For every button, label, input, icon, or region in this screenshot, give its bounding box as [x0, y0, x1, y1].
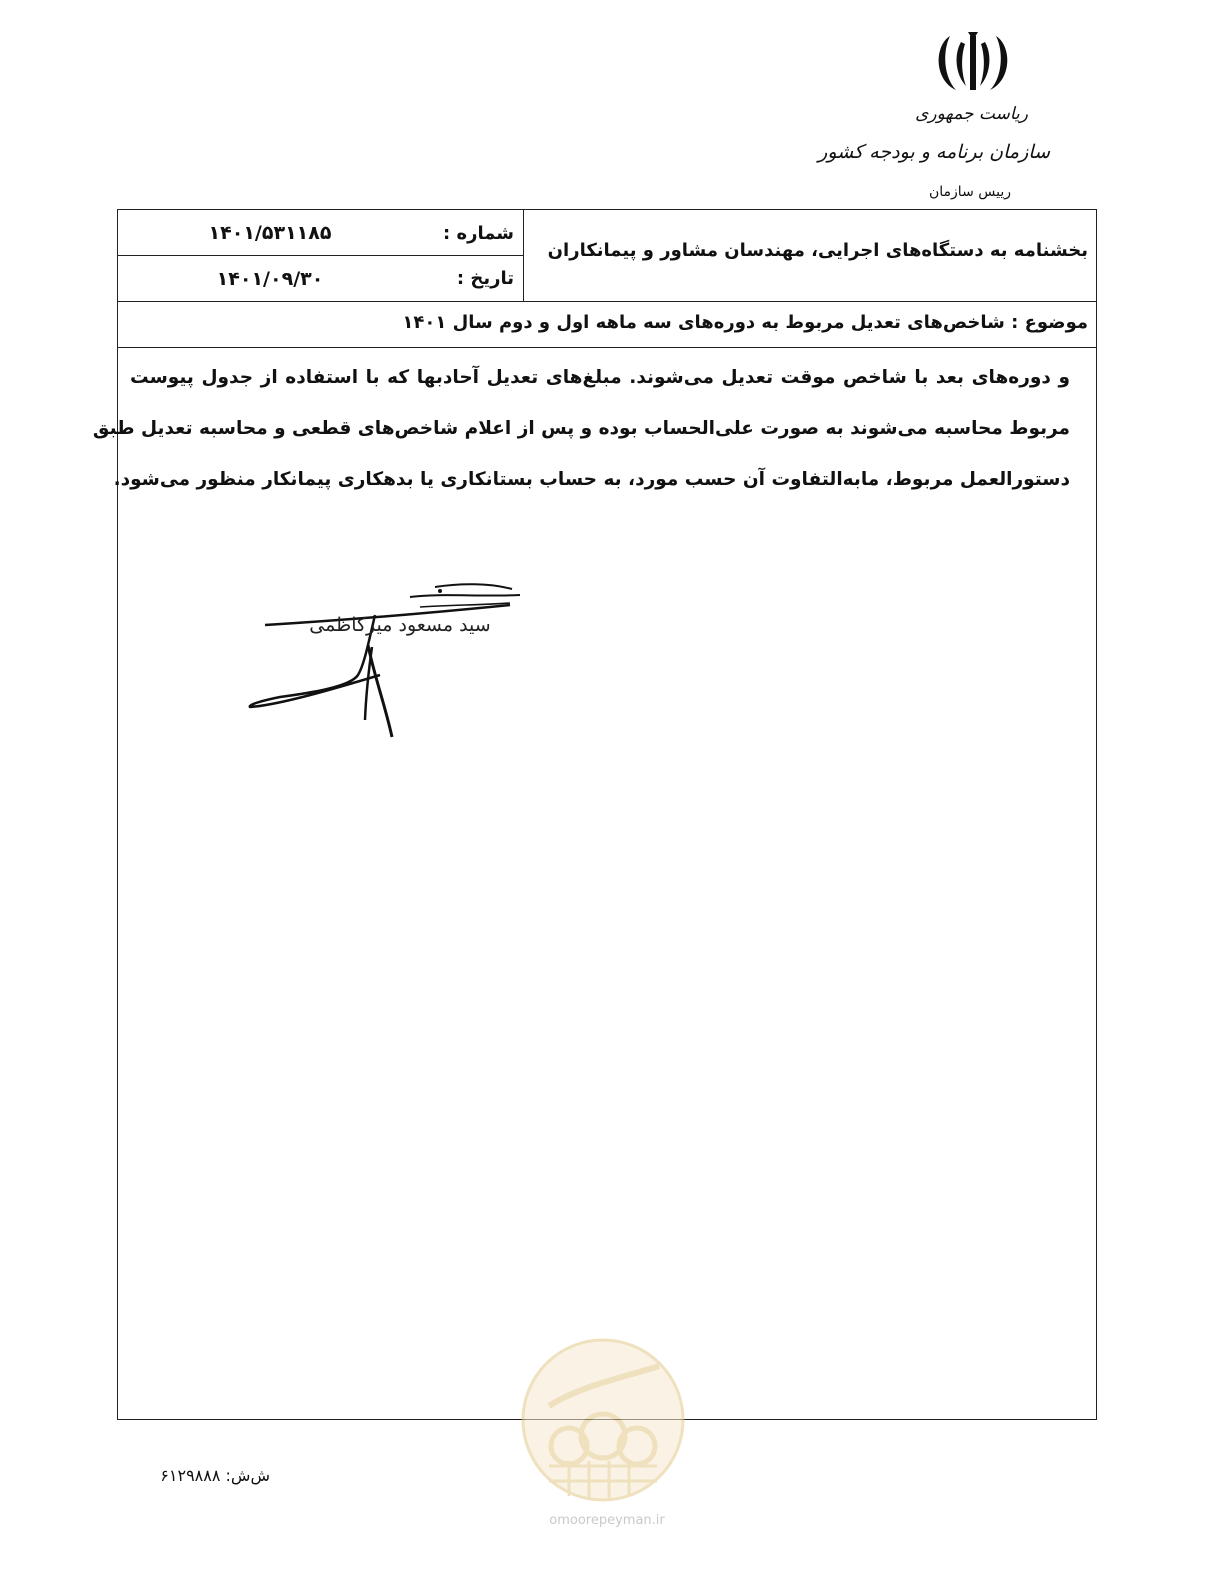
body-line: دستورالعمل مربوط، مابه‌التفاوت آن حسب مورد، به حساب بستانکاری یا بدهکاری پیمانکار منظور می‌شود.: [113, 469, 1070, 490]
divider-subject-bottom: [117, 347, 1097, 348]
body-line: و دوره‌های بعد با شاخص موقت تعدیل می‌شوند. مبلغ‌های تعدیل آحادبها که با استفاده از جدول پیوست: [130, 367, 1070, 388]
organization-title: سازمان برنامه و بودجه کشور: [818, 141, 1050, 163]
number-value: ۱۴۰۱/۵۳۱۱۸۵: [208, 222, 332, 244]
letter-body: [92, 352, 1070, 505]
recipient-line: بخشنامه به دستگاه‌های اجرایی، مهندسان مشاور و پیمانکاران: [547, 240, 1088, 261]
handwritten-signature: [240, 575, 530, 745]
date-label: تاریخ :: [456, 268, 514, 289]
number-label: شماره :: [443, 223, 514, 244]
presidency-title: ریاست جمهوری: [915, 104, 1028, 124]
office-title: رییس سازمان: [929, 184, 1011, 200]
footer-code: ش‌ش: ۶۱۲۹۸۸۸: [160, 1466, 270, 1485]
watermark-site: omoorepeyman.ir: [549, 1513, 665, 1528]
subject-line: موضوع : شاخص‌های تعدیل مربوط به دوره‌های سه ماهه اول و دوم سال ۱۴۰۱: [402, 312, 1088, 333]
divider-number-date: [117, 255, 524, 256]
watermark-logo: [519, 1336, 687, 1504]
date-value: ۱۴۰۱/۰۹/۳۰: [216, 268, 324, 290]
divider-subject-top: [117, 301, 1097, 302]
signatory-name: سید مسعود میرکاظمی: [309, 614, 491, 636]
iran-emblem-icon: [928, 28, 1018, 98]
body-line: مربوط محاسبه می‌شوند به صورت علی‌الحساب بوده و پس از اعلام شاخص‌های قطعی و محاسبه تعدیل طبق: [92, 418, 1070, 439]
